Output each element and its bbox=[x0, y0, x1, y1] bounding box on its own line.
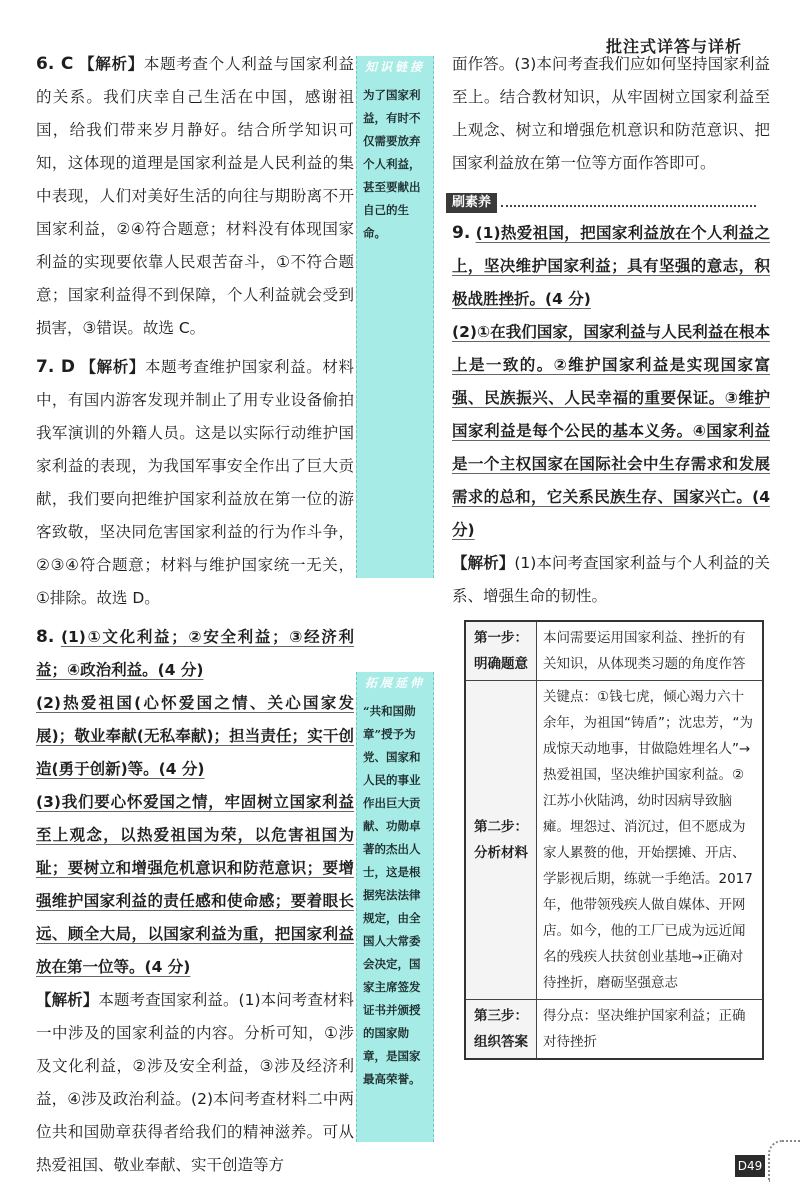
step-label: 第一步：明确题意 bbox=[465, 621, 537, 681]
left-column bbox=[36, 48, 354, 1182]
step-content: 本问需要运用国家利益、挫折的有关知识，从体现类习题的角度作答 bbox=[537, 621, 764, 681]
answer-9-part-2: (2)①在我们国家，国家利益与人民利益在根本上是一致的。②维护国家利益是实现国家富强、民族振兴、人民幸福的重要保证。③维护国家利益是每个公民的基本义务。④国家利益是一个主权国家在国际社会中生存需求和发展需求的总和，它关系民族生存、国家兴亡。(4 分) bbox=[452, 323, 770, 539]
note-title: 知识链接 bbox=[364, 60, 425, 74]
analysis-text: (1)本问考查国家利益与个人利益的关系、增强生命的韧性。 bbox=[452, 554, 770, 605]
analysis-text: 本题考查个人利益与国家利益的关系。我们庆幸自己生活在中国，感谢祖国，给我们带来岁月静好。结合所学知识可知，这体现的道理是国家利益是人民利益的集中表现，人们对美好生活的向往与期盼离不开国家利益，②④符合题意；材料没有体现国家利益的实现要依靠人民艰苦奋斗，①不符合题意；国家利益得不到保障，个人利益就会受到损害，③错误。故选 C。 bbox=[36, 55, 354, 337]
question-number: 7. D bbox=[36, 357, 75, 377]
table-row bbox=[465, 621, 763, 681]
table-row bbox=[465, 681, 763, 1000]
extension-note bbox=[356, 672, 434, 1142]
step-content: 得分点：坚决维护国家利益；正确对待挫折 bbox=[537, 1000, 764, 1060]
question-number: 9. bbox=[452, 223, 471, 243]
analysis-tag: 【解析】 bbox=[79, 55, 144, 73]
answer-8-part-3: (3)我们要心怀爱国之情，牢固树立国家利益至上观念，以热爱祖国为荣，以危害祖国为耻；要树立和增强危机意识和防范意识；要增强维护国家利益的责任感和使命感；要着眼长远、顾全大局，以国家利益为重，把国家利益放在第一位等。(4 分) bbox=[36, 793, 354, 976]
step-label: 第三步：组织答案 bbox=[465, 1000, 537, 1060]
answer-9-analysis bbox=[452, 547, 770, 613]
answer-text: (1)热爱祖国，把国家利益放在个人利益之上，坚决维护国家利益；具有坚强的意志，积极战胜挫折。(4 分) bbox=[452, 224, 770, 308]
corner-decoration bbox=[768, 1140, 800, 1182]
answer-9-part-1 bbox=[452, 217, 770, 316]
answer-8-analysis bbox=[36, 984, 354, 1182]
page-header: 批注式详答与详析 bbox=[605, 37, 742, 56]
section-tag: 刷素养 bbox=[446, 193, 497, 213]
analysis-text: 本题考查维护国家利益。材料中，有国内游客发现并制止了用专业设备偷拍我军演训的外籍人员。这是以实际行动维护国家利益的表现，为我国军事安全作出了巨大贡献，我们要向把维护国家利益放在第一位的游客致敬，坚决同危害国家利益的行为作斗争，②③④符合题意；材料与维护国家统一无关，①排除。故选 D。 bbox=[36, 358, 354, 607]
table-row bbox=[465, 1000, 763, 1060]
answer-6 bbox=[36, 48, 354, 345]
solution-steps-table bbox=[464, 620, 764, 1060]
analysis-tag: 【解析】 bbox=[452, 554, 515, 572]
dotted-rule bbox=[501, 197, 756, 207]
analysis-text: 本题考查国家利益。(1)本问考查材料一中涉及的国家利益的内容。分析可知，①涉及文化利益，②涉及安全利益，③涉及经济利益，④涉及政治利益。(2)本问考查材料二中两位共和国勋章获得者给我们的精神滋养。可从热爱祖国、敬业奉献、实干创造等方 bbox=[36, 991, 354, 1174]
analysis-tag: 【解析】 bbox=[80, 358, 146, 376]
answer-text: (1)①文化利益；②安全利益；③经济利益；④政治利益。(4 分) bbox=[36, 628, 354, 679]
question-number: 6. C bbox=[36, 54, 74, 74]
question-number: 8. bbox=[36, 627, 55, 647]
knowledge-link-note bbox=[356, 56, 434, 578]
note-text: 为了国家利益，有时不仅需要放弃个人利益，甚至要献出自己的生命。 bbox=[363, 88, 421, 240]
answer-8-part-2: (2)热爱祖国(心怀爱国之情、关心国家发展)；敬业奉献(无私奉献)；担当责任；实干创造(勇于创新)等。(4 分) bbox=[36, 694, 354, 778]
continued-text: 面作答。(3)本问考查我们应如何坚持国家利益至上。结合教材知识，从牢固树立国家利益至上观念、树立和增强危机意识和防范意识、把国家利益放在第一位等方面作答即可。 bbox=[452, 55, 770, 172]
note-title: 拓展延伸 bbox=[364, 676, 425, 690]
step-label: 第二步：分析材料 bbox=[465, 681, 537, 1000]
section-divider bbox=[446, 190, 770, 213]
step-content: 关键点：①钱七虎，倾心竭力六十余年，为祖国“铸盾”；沈忠芳，“为成惊天动地事，甘做隐姓埋名人”→热爱祖国，坚决维护国家利益。②江苏小伙陆鸿，幼时因病导致脑瘫。埋怨过、消沉过，但不愿成为家人累赘的他，开始摆摊、开店、学影视后期，练就一手绝活。2017 年，他带领残疾人做自媒体、开网店。如今，他的工厂已成为远近闻名的残疾人扶贫创业基地→正确对待挫折，磨砺坚强意志 bbox=[537, 681, 764, 1000]
right-column bbox=[452, 48, 770, 613]
note-text: “共和国勋章”授予为党、国家和人民的事业作出巨大贡献、功勋卓著的杰出人士，这是根据宪法法律规定，由全国人大常委会决定，国家主席签发证书并颁授的国家勋章，是国家最高荣誉。 bbox=[363, 704, 421, 1086]
analysis-tag: 【解析】 bbox=[36, 991, 99, 1009]
answer-7 bbox=[36, 351, 354, 615]
answer-8-part-1 bbox=[36, 621, 354, 687]
page-number: D49 bbox=[735, 1155, 765, 1177]
